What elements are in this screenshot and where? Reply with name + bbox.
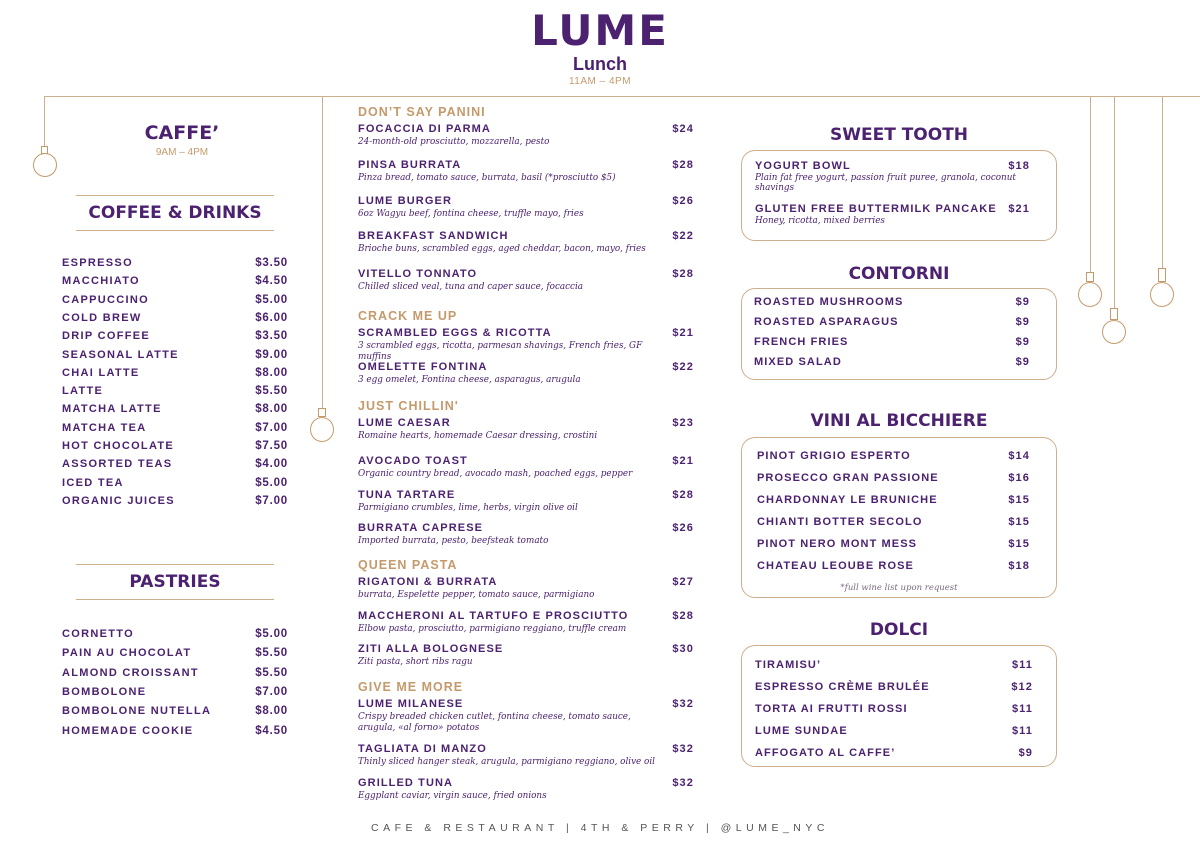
dish-row: [358, 455, 694, 467]
menu-item: [757, 560, 1030, 572]
dish-row: [358, 361, 694, 373]
dish-item: [358, 195, 694, 220]
menu-subtitle: Lunch: [573, 54, 627, 74]
coffee-drinks-title: COFFEE & DRINKS: [88, 203, 262, 223]
item-price: $11: [1011, 659, 1033, 671]
dish-item: [358, 417, 694, 442]
divider: [76, 230, 274, 231]
item-price: $3.50: [255, 257, 288, 269]
item-name: YOGURT BOWL: [755, 160, 851, 172]
item-price: $4.50: [255, 275, 288, 288]
item-name: HOMEMADE COOKIE: [62, 724, 194, 737]
menu-item: [757, 494, 1030, 506]
item-name: CAPPUCCINO: [62, 293, 149, 306]
top-divider: [44, 96, 1200, 97]
item-price: $9.00: [255, 348, 288, 361]
item-price: $8.00: [255, 705, 288, 718]
menu-item: [62, 440, 288, 458]
dish-row: [358, 327, 694, 339]
dish-description: Elbow pasta, prosciutto, parmigiano reggiano, truffle cream: [358, 624, 627, 634]
item-name: LUME SUNDAE: [755, 725, 848, 737]
item-price: $12: [1011, 681, 1033, 693]
dish-description: Brioche buns, scrambled eggs, aged cheddar, bacon, mayo, fries: [358, 244, 646, 254]
wine-list-note: *full wine list upon request: [840, 583, 958, 593]
dish-price: $24: [672, 123, 694, 135]
dish-item: [358, 576, 694, 601]
item-price: $9: [1015, 316, 1030, 328]
item-price: $15: [1008, 494, 1030, 506]
brand-logo: LUME: [531, 6, 669, 55]
menu-item: [755, 160, 1030, 172]
item-price: $11: [1011, 725, 1033, 737]
dish-row: [358, 777, 694, 789]
dish-price: $30: [672, 643, 694, 655]
dish-item: [358, 361, 694, 386]
item-name: PAIN AU CHOCOLAT: [62, 647, 192, 660]
dish-price: $26: [672, 522, 694, 534]
dish-price: $28: [672, 610, 694, 622]
menu-item: [62, 349, 288, 367]
item-name: ORGANIC JUICES: [62, 494, 175, 507]
item-price: $7.00: [255, 494, 288, 507]
dish-name: BREAKFAST SANDWICH: [358, 230, 509, 242]
caffe-hours: 9AM – 4PM: [155, 147, 209, 158]
item-price: $11: [1011, 703, 1033, 715]
item-name: CHAI LATTE: [62, 366, 140, 379]
item-name: TIRAMISU’: [755, 659, 822, 671]
dish-row: [358, 159, 694, 171]
item-price: $4.00: [255, 458, 288, 471]
item-price: $18: [1008, 560, 1030, 572]
divider: [76, 599, 274, 600]
item-name: HOT CHOCOLATE: [62, 440, 175, 452]
menu-item: [757, 472, 1030, 484]
dish-description: 3 egg omelet, Fontina cheese, asparagus, arugula: [358, 375, 581, 385]
category-heading: CRACK ME UP: [358, 309, 458, 323]
item-name: PROSECCO GRAN PASSIONE: [757, 472, 939, 484]
menu-item: [755, 703, 1033, 715]
item-name: FRENCH FRIES: [754, 336, 849, 348]
caffe-title: CAFFE’: [144, 122, 220, 144]
menu-item: [754, 296, 1030, 308]
item-price: $3.50: [255, 330, 288, 343]
item-name: MATCHA TEA: [62, 421, 147, 434]
lamp-cord: [1090, 96, 1091, 272]
dish-name: TUNA TARTARE: [358, 489, 456, 501]
dish-description: 6oz Wagyu beef, fontina cheese, truffle mayo, fries: [358, 209, 584, 219]
item-price: $15: [1008, 516, 1030, 528]
item-price: $5.50: [255, 647, 288, 660]
item-name: PINOT NERO MONT MESS: [757, 538, 918, 550]
dish-name: TAGLIATA DI MANZO: [358, 743, 487, 755]
lamp-bulb-icon: [33, 153, 57, 177]
menu-item: [62, 403, 288, 421]
dish-description: Chilled sliced veal, tuna and caper sauce, focaccia: [358, 282, 584, 292]
dish-item: [358, 268, 694, 293]
lamp-cord: [322, 96, 323, 408]
dish-item: [358, 698, 694, 734]
dish-name: FOCACCIA DI PARMA: [358, 123, 491, 135]
dish-price: $22: [672, 361, 694, 373]
dish-item: [358, 610, 694, 635]
dish-row: [358, 195, 694, 207]
item-price: $5.00: [255, 476, 288, 489]
dish-name: BURRATA CAPRESE: [358, 522, 484, 534]
menu-item: [755, 747, 1033, 759]
item-name: CHIANTI BOTTER SECOLO: [757, 516, 923, 528]
item-name: MIXED SALAD: [754, 356, 842, 368]
dish-row: [358, 643, 694, 655]
item-price: $5.00: [255, 293, 288, 306]
menu-item: [62, 294, 288, 312]
item-name: COLD BREW: [62, 311, 142, 324]
dish-row: [358, 123, 694, 135]
dish-description: Pinza bread, tomato sauce, burrata, basil (*prosciutto $5): [358, 173, 616, 183]
dish-name: RIGATONI & BURRATA: [358, 576, 498, 588]
menu-item: [62, 477, 288, 495]
item-name: TORTA AI FRUTTI ROSSI: [755, 703, 908, 715]
menu-item: [62, 667, 288, 685]
item-price: $7.00: [255, 685, 288, 698]
menu-item: [62, 458, 288, 476]
item-name: AFFOGATO AL CAFFE’: [755, 747, 896, 759]
menu-item: [754, 356, 1030, 368]
dish-description: Ziti pasta, short ribs ragu: [358, 657, 473, 667]
item-price: $9: [1015, 336, 1030, 348]
item-name: CORNETTO: [62, 628, 134, 640]
dish-price: $32: [672, 698, 694, 710]
dish-name: OMELETTE FONTINA: [358, 361, 488, 373]
menu-item: [757, 450, 1030, 462]
dish-price: $28: [672, 268, 694, 280]
menu-item: [62, 330, 288, 348]
item-name: BOMBOLONE NUTELLA: [62, 705, 212, 718]
item-description: Honey, ricotta, mixed berries: [755, 216, 885, 226]
item-name: ROASTED MUSHROOMS: [754, 296, 904, 308]
item-price: $9: [1015, 296, 1030, 308]
dish-name: LUME CAESAR: [358, 417, 451, 429]
item-price: $18: [1008, 160, 1030, 172]
dish-name: LUME BURGER: [358, 195, 452, 207]
dish-row: [358, 698, 694, 710]
lamp-cap: [1086, 272, 1094, 282]
lamp-cord: [44, 96, 45, 146]
item-price: $5.50: [255, 666, 288, 679]
item-price: $15: [1008, 538, 1030, 550]
dish-name: AVOCADO TOAST: [358, 455, 468, 467]
item-name: ICED TEA: [62, 476, 124, 489]
dish-description: Organic country bread, avocado mash, poached eggs, pepper: [358, 469, 633, 479]
dish-name: LUME MILANESE: [358, 698, 464, 710]
category-heading: GIVE ME MORE: [358, 680, 464, 694]
dish-price: $21: [672, 327, 694, 339]
item-name: ESPRESSO: [62, 257, 133, 269]
menu-item: [755, 659, 1033, 671]
dish-name: ZITI ALLA BOLOGNESE: [358, 643, 504, 655]
dish-item: [358, 159, 694, 184]
item-price: $7.00: [255, 421, 288, 434]
dish-price: $26: [672, 195, 694, 207]
dish-description: Thinly sliced hanger steak, arugula, parmigiano reggiano, olive oil: [358, 757, 655, 767]
item-name: DRIP COFFEE: [62, 330, 151, 343]
menu-item: [755, 203, 1030, 215]
menu-item: [62, 686, 288, 704]
dish-item: [358, 743, 694, 768]
dish-price: $27: [672, 576, 694, 588]
item-name: SEASONAL LATTE: [62, 348, 179, 361]
dish-name: SCRAMBLED EGGS & RICOTTA: [358, 327, 552, 339]
item-name: ROASTED ASPARAGUS: [754, 316, 899, 328]
dish-price: $28: [672, 159, 694, 171]
menu-item: [755, 681, 1033, 693]
item-name: MATCHA LATTE: [62, 403, 162, 416]
menu-item: [754, 316, 1030, 328]
item-name: BOMBOLONE: [62, 685, 147, 698]
item-price: $5.50: [255, 385, 288, 398]
dish-name: GRILLED TUNA: [358, 777, 454, 789]
menu-item: [62, 275, 288, 293]
menu-item: [62, 385, 288, 403]
dolci-title: DOLCI: [869, 620, 929, 640]
dish-row: [358, 610, 694, 622]
menu-item: [62, 495, 288, 513]
lamp-cap: [1158, 268, 1166, 282]
menu-item: [62, 367, 288, 385]
vini-title: VINI AL BICCHIERE: [810, 411, 988, 431]
divider: [76, 564, 274, 565]
menu-item: [62, 647, 288, 665]
dish-item: [358, 327, 694, 363]
item-price: $6.00: [255, 311, 288, 324]
category-heading: DON’T SAY PANINI: [358, 105, 486, 119]
dish-description: Parmigiano crumbles, lime, herbs, virgin olive oil: [358, 503, 578, 513]
item-price: $14: [1008, 450, 1030, 462]
dish-item: [358, 777, 694, 802]
lamp-bulb-icon: [1102, 320, 1126, 344]
item-name: CHATEAU LEOUBE ROSE: [757, 560, 914, 572]
lamp-cap: [318, 408, 326, 417]
lamp-bulb-icon: [310, 417, 334, 442]
dish-item: [358, 643, 694, 668]
dish-description: burrata, Espelette pepper, tomato sauce, parmigiano: [358, 590, 595, 600]
item-price: $4.50: [255, 724, 288, 737]
dish-description: 3 scrambled eggs, ricotta, parmesan shavings, French fries, GF muffins: [358, 341, 643, 362]
lamp-bulb-icon: [1150, 282, 1174, 307]
menu-item: [755, 725, 1033, 737]
menu-item: [62, 257, 288, 275]
item-price: $9: [1018, 747, 1033, 759]
menu-item: [757, 516, 1030, 528]
item-price: $16: [1008, 472, 1030, 484]
dish-item: [358, 123, 694, 148]
item-name: ASSORTED TEAS: [62, 458, 173, 471]
lamp-cord: [1162, 96, 1163, 268]
item-name: ESPRESSO CRÈME BRULÉE: [755, 681, 930, 693]
dish-row: [358, 576, 694, 588]
dish-row: [358, 417, 694, 429]
category-heading: JUST CHILLIN': [358, 399, 459, 413]
menu-item: [62, 705, 288, 723]
dish-description: Romaine hearts, homemade Caesar dressing, crostini: [358, 431, 598, 441]
menu-item: [62, 628, 288, 646]
item-name: MACCHIATO: [62, 275, 140, 288]
dish-price: $22: [672, 230, 694, 242]
dish-price: $28: [672, 489, 694, 501]
menu-item: [757, 538, 1030, 550]
menu-item: [62, 422, 288, 440]
pastries-title: PASTRIES: [129, 572, 221, 592]
dish-price: $21: [672, 455, 694, 467]
dish-item: [358, 489, 694, 514]
dish-item: [358, 230, 694, 255]
footer-tagline: CAFE & RESTAURANT | 4TH & PERRY | @LUME_NYC: [371, 822, 829, 834]
dish-description: Eggplant caviar, virgin sauce, fried onions: [358, 791, 547, 801]
dish-row: [358, 230, 694, 242]
item-name: GLUTEN FREE BUTTERMILK PANCAKE: [755, 203, 997, 215]
dish-description: 24-month-old prosciutto, mozzarella, pesto: [358, 137, 550, 147]
lamp-cord: [1114, 96, 1115, 308]
dish-price: $32: [672, 777, 694, 789]
contorni-title: CONTORNI: [848, 264, 950, 284]
item-name: ALMOND CROISSANT: [62, 666, 199, 679]
dish-row: [358, 522, 694, 534]
item-description: Plain fat free yogurt, passion fruit puree, granola, coconut shavings: [755, 173, 1016, 193]
dish-row: [358, 489, 694, 501]
dish-price: $23: [672, 417, 694, 429]
item-price: $8.00: [255, 403, 288, 416]
item-name: CHARDONNAY LE BRUNICHE: [757, 494, 938, 506]
menu-item: [754, 336, 1030, 348]
item-price: $5.00: [255, 628, 288, 640]
sweet-tooth-title: SWEET TOOTH: [829, 125, 969, 145]
dish-description: Imported burrata, pesto, beefsteak tomato: [358, 536, 549, 546]
dish-name: VITELLO TONNATO: [358, 268, 478, 280]
dish-row: [358, 268, 694, 280]
divider: [76, 195, 274, 196]
dish-item: [358, 455, 694, 480]
menu-item: [62, 725, 288, 743]
dish-name: PINSA BURRATA: [358, 159, 462, 171]
dish-name: MACCHERONI AL TARTUFO E PROSCIUTTO: [358, 610, 629, 622]
category-heading: QUEEN PASTA: [358, 558, 458, 572]
dish-description: Crispy breaded chicken cutlet, fontina cheese, tomato sauce, arugula, «al forno» potatos: [358, 712, 631, 733]
dish-price: $32: [672, 743, 694, 755]
menu-item: [62, 312, 288, 330]
dish-row: [358, 743, 694, 755]
item-price: $7.50: [255, 440, 288, 452]
item-name: PINOT GRIGIO ESPERTO: [757, 450, 911, 462]
menu-hours: 11AM – 4PM: [568, 76, 632, 87]
item-price: $21: [1008, 203, 1030, 215]
lamp-bulb-icon: [1078, 282, 1102, 307]
lamp-cap: [1110, 308, 1118, 320]
item-price: $8.00: [255, 366, 288, 379]
dish-item: [358, 522, 694, 547]
item-name: LATTE: [62, 385, 104, 398]
item-price: $9: [1015, 356, 1030, 368]
